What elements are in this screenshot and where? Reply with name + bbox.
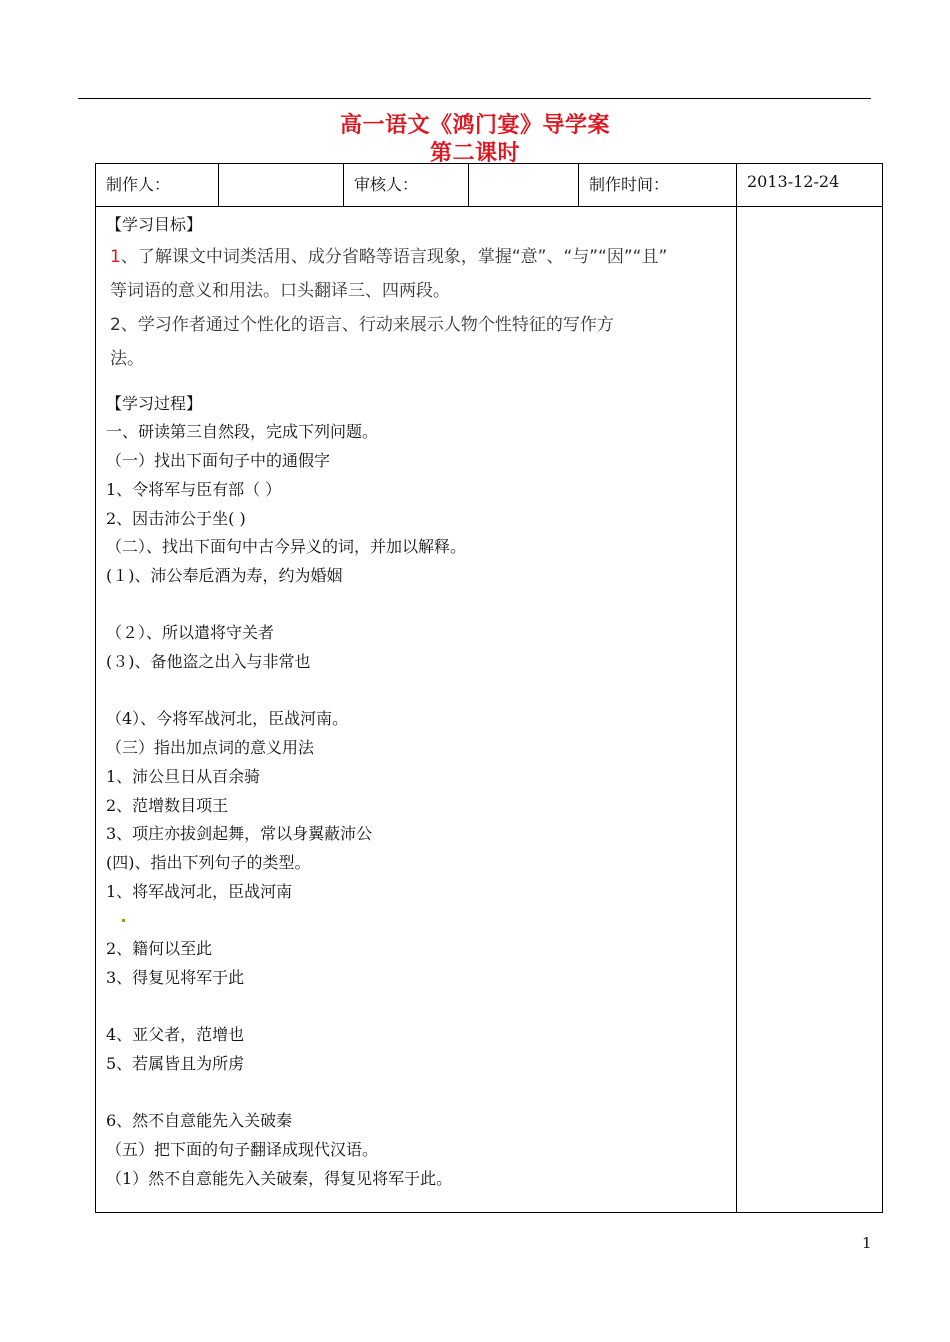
- part-1-question-2: 2、因击沛公于坐( ): [106, 508, 246, 528]
- part-2-question-3: (３)、备他盗之出入与非常也: [106, 652, 311, 672]
- author-label-cell: [96, 164, 219, 207]
- reviewer-value-cell: [469, 164, 579, 207]
- part-5-title: （五）把下面的句子翻译成现代汉语。: [106, 1139, 379, 1159]
- part-4-question-4: 4、亚父者，范增也: [106, 1025, 245, 1045]
- objective-2-number: 2: [110, 314, 121, 335]
- notes-cell: [737, 207, 883, 1213]
- part-3-question-3: 3、项庄亦拔剑起舞，常以身翼蔽沛公: [106, 824, 373, 844]
- date-value-cell: [737, 164, 883, 207]
- objective-1-text: 、了解课文中词类活用、成分省略等语言现象，掌握“意”、“与”“因”“且”: [120, 246, 668, 267]
- part-4-question-3: 3、得复见将军于此: [106, 967, 245, 987]
- reviewer-label: 审核人：: [354, 175, 419, 194]
- part-4-question-2: 2、籍何以至此: [106, 939, 213, 959]
- author-label: 制作人：: [106, 175, 171, 194]
- part-2-question-4: （4）、今将军战河北，臣战河南。: [106, 709, 349, 729]
- part-4-question-5: 5、若属皆且为所虏: [106, 1053, 245, 1073]
- page-number: 1: [862, 1234, 872, 1252]
- part-2-question-1: (１)、沛公奉卮酒为寿，约为婚姻: [106, 565, 343, 585]
- reviewer-label-cell: [344, 164, 469, 207]
- part-4-question-1: 1、将军战河北，臣战河南: [106, 881, 293, 901]
- header-rule: [78, 98, 871, 99]
- objective-1-line-2: 等词语的意义和用法。口头翻译三、四两段。: [110, 280, 450, 301]
- info-row: [96, 164, 883, 207]
- main-content: [96, 207, 736, 1193]
- main-content-cell: [96, 207, 737, 1213]
- objective-1-number: 1: [110, 246, 121, 267]
- process-heading: 【学习过程】: [106, 393, 203, 413]
- objective-2-line-1: [106, 308, 736, 342]
- part-4-question-6: 6、然不自意能先入关破秦: [106, 1111, 293, 1131]
- part-4-title: (四)、指出下列句子的类型。: [106, 852, 311, 872]
- part-2-title: （二）、找出下面句中古今异义的词，并加以解释。: [106, 537, 467, 557]
- objective-1-line-1: [106, 240, 736, 274]
- part-3-question-1: 1、沛公旦日从百余骑: [106, 766, 261, 786]
- part-3-question-2: 2、范增数目项王: [106, 795, 229, 815]
- objectives-heading: 【学习目标】: [106, 215, 203, 234]
- worksheet-table: [95, 163, 883, 1213]
- date-value: 2013-12-24: [747, 172, 840, 191]
- content-row: [96, 207, 883, 1213]
- part-1-question-1: 1、令将军与臣有部（ ）: [106, 479, 282, 499]
- section-1-title: 一、研读第三自然段，完成下列问题。: [106, 422, 379, 442]
- objective-2-line-2: 法。: [110, 348, 144, 369]
- part-5-question-1: （1）然不自意能先入关破秦，得复见将军于此。: [106, 1168, 453, 1188]
- part-3-title: （三）指出加点词的意义用法: [106, 738, 315, 758]
- author-value: [219, 164, 343, 172]
- stray-dot-mark: [122, 919, 125, 922]
- objective-2-text: 、学习作者通过个性化的语言、行动来展示人物个性特征的写作方: [120, 314, 614, 335]
- date-label: 制作时间：: [589, 175, 670, 194]
- part-2-question-2: （２）、所以遣将守关者: [106, 623, 275, 643]
- reviewer-value: [469, 164, 578, 172]
- part-1-title: （一）找出下面句子中的通假字: [106, 451, 331, 471]
- date-label-cell: [579, 164, 737, 207]
- document-title: 高一语文《鸿门宴》导学案: [339, 112, 610, 138]
- author-value-cell: [219, 164, 344, 207]
- document-subtitle: 第二课时: [429, 140, 520, 166]
